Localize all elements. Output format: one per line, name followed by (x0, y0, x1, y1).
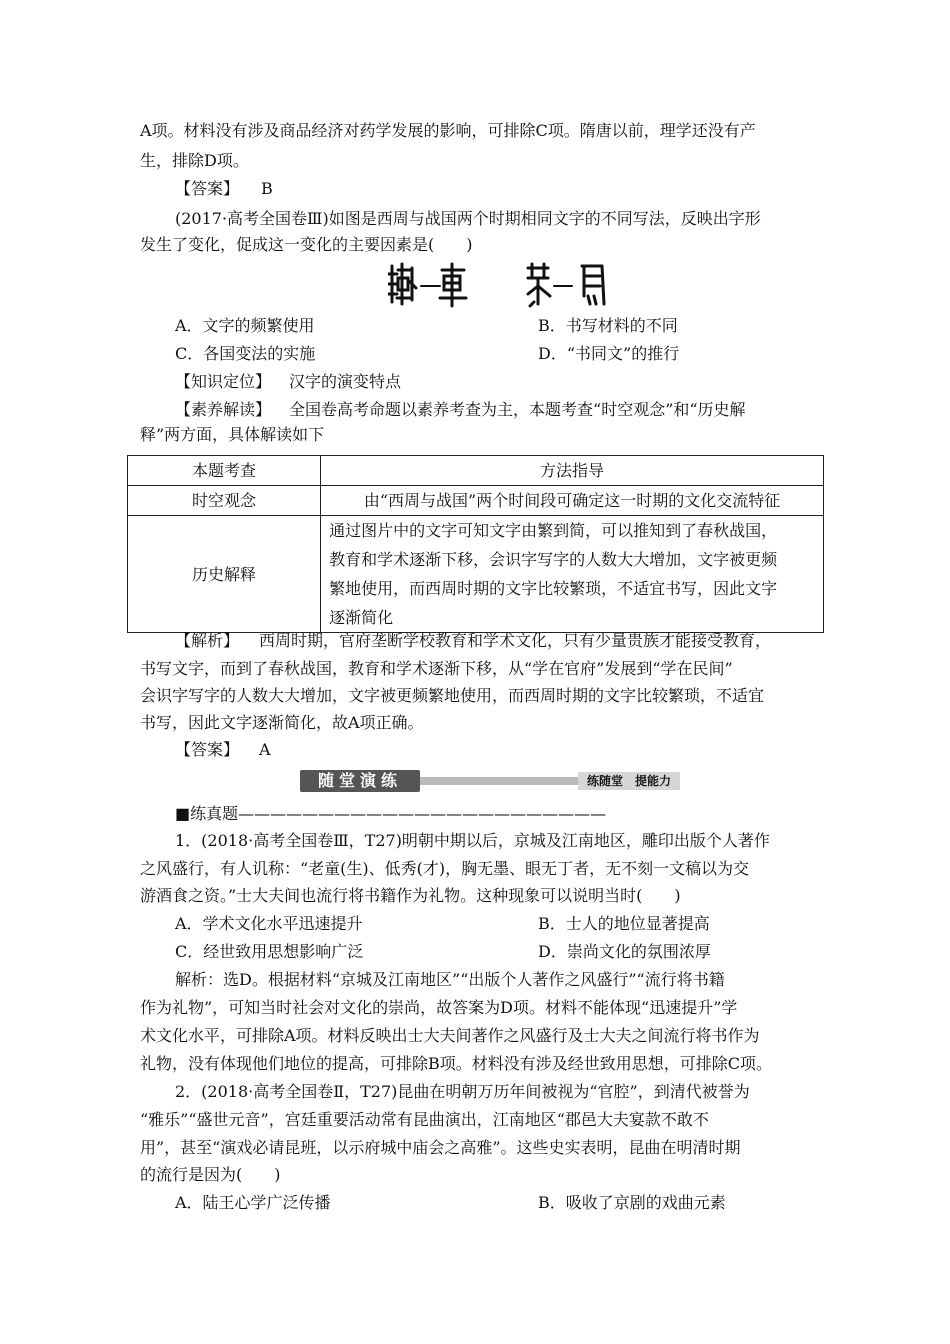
answer-value: B (261, 179, 273, 198)
seal-glyph-horse-warring-states (582, 266, 604, 304)
answer-tag: 【答案】 (175, 740, 240, 759)
seal-glyph-chariot-warring-states (440, 264, 466, 306)
table-row (128, 516, 824, 633)
option-a: A．文字的频繁使用 (175, 316, 315, 335)
practice-q1-line-3: 游酒食之资。”士大夫间也流行将书籍作为礼物。这种现象可以说明当时( ) (140, 886, 681, 905)
table-cell-value (321, 516, 824, 633)
practice-q2-line-1: 2．(2018·高考全国卷Ⅱ，T27)昆曲在明朝万历年间被视为“官腔”，到清代被誉为 (175, 1082, 750, 1101)
option-d: D．“书同文”的推行 (538, 344, 680, 363)
practice-q1-option-c: C．经世致用思想影响广泛 (175, 942, 364, 961)
knowledge-text: 汉字的演变特点 (289, 372, 402, 391)
practice-q1-explain-4: 礼物，没有体现他们地位的提高，可排除B项。材料没有涉及经世致用思想，可排除C项。 (140, 1054, 773, 1073)
option-c: C．各国变法的实施 (175, 344, 316, 363)
table-header-cell: 方法指导 (321, 456, 824, 486)
answer-1 (175, 178, 273, 200)
practice-q1-option-a: A．学术文化水平迅速提升 (175, 914, 363, 933)
analysis-line-1 (175, 630, 771, 652)
analysis-line-2: 书写文字，而到了春秋战国，教育和学术逐渐下移，从“学在官府”发展到“学在民间” (140, 659, 733, 678)
table-row (128, 486, 824, 516)
literacy-line-2: 释”两方面，具体解读如下 (140, 425, 325, 444)
answer-tag: 【答案】 (175, 179, 240, 198)
option-b: B．书写材料的不同 (538, 316, 678, 335)
answer-value: A (259, 740, 271, 759)
analysis-line-3: 会识字写字的人数大大增加，文字被更频繁地使用，而西周时期的文字比较繁琐，不适宜 (140, 686, 765, 705)
practice-q2-line-4: 的流行是因为( ) (140, 1165, 281, 1184)
analysis-table (127, 455, 824, 633)
banner-subtitle: 练随堂 提能力 (578, 772, 680, 790)
practice-q2-option-b: B．吸收了京剧的戏曲元素 (538, 1193, 726, 1212)
practice-q1-explain-2: 作为礼物”，可知当时社会对文化的崇尚，故答案为D项。材料不能体现“迅速提升”学 (140, 998, 738, 1017)
intro-line-1: A项。材料没有涉及商品经济对药学发展的影响，可排除C项。隋唐以前，理学还没有产 (140, 121, 756, 140)
practice-q1-option-b: B．士人的地位显著提高 (538, 914, 710, 933)
table-header-row (128, 456, 824, 486)
knowledge-point (175, 371, 401, 393)
section-banner (300, 768, 680, 794)
table-cell-key: 时空观念 (128, 486, 321, 516)
practice-q2-line-2: “雅乐”“盛世元音”，宫廷重要活动常有昆曲演出，江南地区“郡邑大夫宴款不敢不 (140, 1110, 709, 1129)
answer-2 (175, 739, 271, 761)
intro-line-2: 生，排除D项。 (140, 151, 249, 170)
table-cell-line: 通过图片中的文字可知文字由繁到简，可以推知到了春秋战国， (329, 521, 778, 540)
practice-q1-line-2: 之风盛行，有人讥称：“老童(生)、低秀(才)，胸无墨、眼无丁者，无不刻一文稿以为交 (140, 859, 750, 878)
seal-glyph-chariot-western-zhou (388, 264, 416, 304)
practice-q1-line-1: 1．(2018·高考全国卷Ⅲ，T27)明朝中期以后，京城及江南地区，雕印出版个人著作 (175, 831, 770, 850)
seal-script-figure (388, 260, 618, 308)
question-2017-line-1: (2017·高考全国卷Ⅲ)如图是西周与战国两个时期相同文字的不同写法，反映出字形 (175, 209, 761, 228)
table-cell-line: 逐渐简化 (329, 608, 394, 627)
literacy-tag: 【素养解读】 (175, 400, 272, 419)
table-cell-line: 繁地使用，而西周时期的文字比较繁琐，不适宜书写，因此文字 (329, 579, 778, 598)
analysis-tag: 【解析】 (175, 631, 240, 650)
practice-heading: ■练真题——————————————————————— (175, 804, 607, 823)
banner-title: 随堂演练 (300, 770, 420, 792)
knowledge-tag: 【知识定位】 (175, 372, 272, 391)
table-header-cell: 本题考查 (128, 456, 321, 486)
analysis-text-1: 西周时期，官府垄断学校教育和学术文化，只有少量贵族才能接受教育， (259, 631, 772, 650)
practice-q1-explain-3: 术文化水平，可排除A项。材料反映出士大夫间著作之风盛行及士大夫之间流行将书作为 (140, 1026, 760, 1045)
table-cell-line: 教育和学术逐渐下移，会识字写字的人数大大增加，文字被更频 (329, 550, 778, 569)
question-2017-line-2: 发生了变化，促成这一变化的主要因素是( ) (140, 235, 473, 254)
practice-q1-explain-1: 解析：选D。根据材料“京城及江南地区”“出版个人著作之风盛行”“流行将书籍 (175, 970, 725, 989)
literacy-text-1: 全国卷高考命题以素养考查为主，本题考查“时空观念”和“历史解 (289, 400, 746, 419)
practice-q1-option-d: D．崇尚文化的氛围浓厚 (538, 942, 711, 961)
literacy-line-1 (175, 399, 746, 421)
table-cell-key: 历史解释 (128, 516, 321, 633)
practice-q2-option-a: A．陆王心学广泛传播 (175, 1193, 331, 1212)
table-cell-value: 由“西周与战国”两个时间段可确定这一时期的文化交流特征 (321, 486, 824, 516)
seal-glyph-horse-western-zhou (528, 264, 550, 306)
practice-q2-line-3: 用”，甚至“演戏必请昆班，以示府城中庙会之高雅”。这些史实表明，昆曲在明清时期 (140, 1138, 741, 1157)
analysis-line-4: 书写，因此文字逐渐简化，故A项正确。 (140, 713, 424, 732)
